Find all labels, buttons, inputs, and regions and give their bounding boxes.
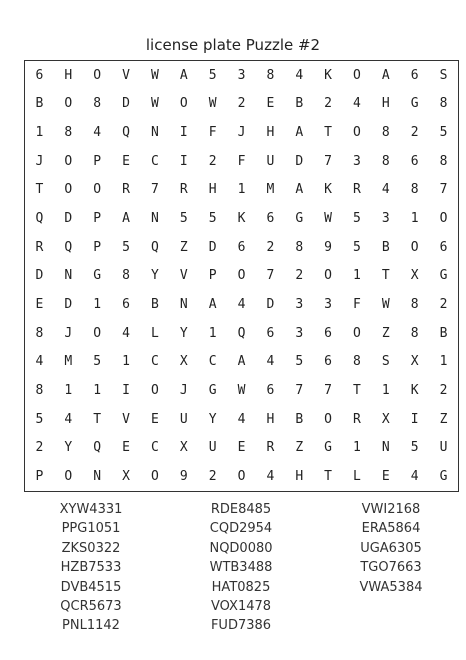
grid-cell: 7	[295, 383, 304, 399]
word-item: VWA5384	[359, 579, 423, 595]
grid-cell: A	[381, 67, 390, 83]
grid-cell: B	[439, 325, 448, 341]
grid-cell: 4	[64, 411, 73, 427]
grid-cell: U	[266, 153, 275, 169]
grid-cell: R	[35, 239, 44, 255]
grid-cell: B	[295, 411, 304, 427]
grid-cell: O	[237, 268, 246, 284]
word-list-column-2	[166, 500, 316, 636]
grid-cell: X	[410, 354, 419, 370]
grid-cell: 1	[35, 125, 44, 141]
grid-cell: 5	[353, 211, 361, 227]
word-item: RDE8485	[210, 502, 272, 517]
grid-cell: G	[208, 383, 217, 399]
grid-cell: 1	[93, 383, 102, 399]
letter-grid-frame	[24, 60, 459, 492]
grid-cell: Q	[150, 239, 159, 255]
grid-cell: V	[179, 268, 188, 284]
grid-cell: A	[237, 354, 246, 370]
grid-cell: 7	[324, 383, 332, 399]
grid-cell: 8	[93, 96, 102, 112]
grid-cell: O	[353, 125, 361, 141]
grid-cell: F	[208, 125, 217, 141]
grid-cell: V	[122, 411, 130, 427]
grid-cell: E	[35, 297, 44, 313]
grid-cell: 2	[295, 268, 304, 284]
grid-cell: G	[439, 268, 448, 284]
grid-cell: 4	[266, 469, 275, 485]
grid-cell: 8	[122, 268, 130, 284]
grid-cell: H	[381, 96, 390, 112]
grid-cell: 5	[208, 211, 217, 227]
grid-cell: 8	[295, 239, 304, 255]
grid-cell: O	[93, 182, 102, 198]
grid-cell: 5	[35, 411, 44, 427]
grid-cell: 1	[122, 354, 130, 370]
grid-cell: 6	[410, 153, 419, 169]
grid-cell: G	[324, 440, 332, 456]
grid-cell: P	[208, 268, 217, 284]
grid-cell: 2	[439, 297, 448, 313]
word-list	[0, 500, 466, 645]
grid-cell: L	[353, 469, 361, 485]
grid-cell: 1	[208, 325, 217, 341]
grid-cell: W	[237, 383, 246, 399]
grid-cell: O	[439, 211, 448, 227]
grid-cell: O	[179, 96, 188, 112]
grid-cell: 8	[35, 383, 44, 399]
grid-cell: X	[410, 268, 419, 284]
grid-cell: O	[150, 469, 159, 485]
word-item: ZKS0322	[61, 540, 121, 556]
grid-cell: H	[266, 125, 275, 141]
grid-cell: C	[150, 440, 159, 456]
grid-cell: K	[324, 182, 332, 198]
grid-cell: 1	[93, 297, 102, 313]
grid-cell: R	[266, 440, 275, 456]
grid-cell: D	[64, 297, 73, 313]
grid-cell: L	[150, 325, 159, 341]
grid-cell: Z	[381, 325, 390, 341]
grid-cell: I	[410, 411, 419, 427]
grid-cell: 6	[266, 211, 275, 227]
grid-cell: T	[324, 469, 332, 485]
grid-cell: T	[353, 383, 361, 399]
grid-cell: 8	[35, 325, 44, 341]
grid-cell: 6	[324, 325, 332, 341]
grid-cell: O	[324, 411, 332, 427]
grid-cell: O	[353, 325, 361, 341]
grid-cell: 6	[410, 67, 419, 83]
grid-cell: H	[64, 67, 73, 83]
grid-cell: M	[64, 354, 73, 370]
grid-cell: G	[295, 211, 304, 227]
word-list-column-3	[316, 500, 466, 597]
grid-cell: B	[150, 297, 159, 313]
word-item: PNL1142	[62, 618, 120, 634]
grid-cell: Z	[295, 440, 304, 456]
grid-cell: 4	[295, 67, 304, 83]
grid-cell: E	[381, 469, 390, 485]
grid-cell: I	[179, 153, 188, 169]
grid-cell: 2	[439, 383, 448, 399]
grid-cell: W	[150, 96, 159, 112]
grid-cell: 7	[150, 182, 159, 198]
grid-cell: 4	[93, 125, 102, 141]
word-item: QCR5673	[60, 599, 122, 615]
grid-cell: P	[35, 469, 44, 485]
grid-cell: Z	[179, 239, 188, 255]
grid-cell: 8	[439, 153, 448, 169]
grid-cell: O	[324, 268, 332, 284]
grid-cell: U	[179, 411, 188, 427]
grid-cell: D	[64, 211, 73, 227]
grid-cell: K	[237, 211, 246, 227]
grid-cell: H	[208, 182, 217, 198]
grid-cell: 3	[295, 325, 304, 341]
word-item: XYW4331	[59, 502, 123, 517]
grid-cell: Q	[93, 440, 102, 456]
grid-cell: 5	[179, 211, 188, 227]
grid-cell: 2	[208, 469, 217, 485]
grid-cell: 7	[439, 182, 448, 198]
grid-cell: 8	[266, 67, 275, 83]
grid-cell: N	[179, 297, 188, 313]
puzzle-title: license plate Puzzle #2	[145, 36, 321, 54]
grid-cell: 5	[208, 67, 217, 83]
grid-cell: O	[64, 182, 73, 198]
grid-cell: N	[150, 211, 159, 227]
grid-cell: 1	[410, 211, 419, 227]
grid-cell: 8	[410, 325, 419, 341]
grid-cell: 1	[381, 383, 390, 399]
grid-cell: 8	[381, 125, 390, 141]
grid-cell: U	[439, 440, 448, 456]
grid-cell: O	[410, 239, 419, 255]
grid-cell: T	[324, 125, 332, 141]
grid-cell: E	[122, 440, 130, 456]
grid-cell: 6	[266, 383, 275, 399]
grid-cell: Q	[122, 125, 130, 141]
letter-grid	[25, 61, 458, 491]
grid-cell: A	[295, 182, 304, 198]
grid-cell: D	[266, 297, 275, 313]
grid-cell: F	[353, 297, 361, 313]
grid-cell: E	[122, 153, 130, 169]
grid-cell: O	[64, 153, 73, 169]
grid-cell: J	[64, 325, 73, 341]
grid-cell: D	[208, 239, 217, 255]
grid-cell: 3	[295, 297, 304, 313]
grid-cell: Y	[64, 440, 73, 456]
word-item: NQD0080	[209, 540, 273, 556]
grid-cell: D	[35, 268, 44, 284]
grid-cell: 6	[266, 325, 275, 341]
grid-cell: S	[381, 354, 390, 370]
grid-cell: 2	[324, 96, 332, 112]
word-item: WTB3488	[209, 560, 273, 576]
grid-cell: 5	[295, 354, 304, 370]
grid-cell: O	[93, 67, 102, 83]
grid-cell: O	[237, 469, 246, 485]
grid-cell: A	[295, 125, 304, 141]
word-item: HAT0825	[211, 579, 271, 595]
grid-cell: 3	[237, 67, 246, 83]
grid-cell: 2	[208, 153, 217, 169]
grid-cell: Y	[208, 411, 217, 427]
grid-cell: 2	[266, 239, 275, 255]
grid-cell: C	[208, 354, 217, 370]
grid-cell: 6	[122, 297, 130, 313]
grid-cell: Q	[64, 239, 73, 255]
grid-cell: K	[324, 67, 332, 83]
grid-cell: D	[122, 96, 130, 112]
grid-cell: A	[179, 67, 188, 83]
grid-cell: C	[150, 153, 159, 169]
grid-cell: O	[150, 383, 159, 399]
grid-cell: 2	[237, 96, 246, 112]
grid-cell: A	[122, 211, 130, 227]
grid-cell: 7	[266, 268, 275, 284]
word-item: TGO7663	[360, 560, 422, 576]
grid-cell: 4	[122, 325, 130, 341]
word-item: PPG1051	[61, 521, 121, 537]
grid-cell: R	[353, 182, 361, 198]
grid-cell: W	[324, 211, 332, 227]
grid-cell: O	[64, 96, 73, 112]
grid-cell: 4	[237, 297, 246, 313]
grid-cell: 5	[439, 125, 448, 141]
word-item: VWI2168	[361, 502, 421, 517]
grid-cell: H	[266, 411, 275, 427]
grid-cell: T	[381, 268, 390, 284]
grid-cell: U	[208, 440, 217, 456]
grid-cell: N	[150, 125, 159, 141]
grid-cell: R	[122, 182, 130, 198]
grid-cell: 4	[381, 182, 390, 198]
grid-cell: 8	[410, 297, 419, 313]
grid-cell: 4	[35, 354, 44, 370]
grid-cell: 5	[353, 239, 361, 255]
word-list-column-1	[16, 500, 166, 636]
grid-cell: Q	[237, 325, 246, 341]
grid-cell: O	[64, 469, 73, 485]
grid-cell: 1	[64, 383, 73, 399]
grid-cell: 9	[324, 239, 332, 255]
grid-cell: 8	[64, 125, 73, 141]
grid-cell: 4	[266, 354, 275, 370]
grid-cell: P	[93, 239, 102, 255]
grid-cell: E	[266, 96, 275, 112]
grid-cell: A	[208, 297, 217, 313]
grid-cell: P	[93, 211, 102, 227]
grid-cell: O	[93, 325, 102, 341]
grid-cell: F	[237, 153, 246, 169]
grid-cell: 8	[439, 96, 448, 112]
word-item: HZB7533	[60, 560, 122, 576]
grid-cell: 3	[324, 297, 332, 313]
grid-cell: 4	[410, 469, 419, 485]
grid-cell: 8	[410, 182, 419, 198]
grid-cell: 9	[179, 469, 188, 485]
grid-cell: J	[179, 383, 188, 399]
grid-cell: C	[150, 354, 159, 370]
grid-cell: J	[237, 125, 246, 141]
grid-cell: 5	[410, 440, 419, 456]
grid-cell: R	[353, 411, 361, 427]
grid-cell: E	[150, 411, 159, 427]
grid-cell: 5	[93, 354, 102, 370]
grid-cell: N	[381, 440, 390, 456]
grid-cell: X	[179, 354, 188, 370]
word-item: UGA6305	[360, 540, 422, 556]
grid-cell: W	[208, 96, 217, 112]
grid-cell: M	[266, 182, 275, 198]
word-item: ERA5864	[361, 521, 421, 537]
grid-cell: Y	[179, 325, 188, 341]
grid-cell: 2	[35, 440, 44, 456]
grid-cell: Q	[35, 211, 44, 227]
grid-cell: D	[295, 153, 304, 169]
grid-cell: 1	[439, 354, 448, 370]
grid-cell: E	[237, 440, 246, 456]
word-item: DVB4515	[60, 579, 122, 595]
grid-cell: I	[179, 125, 188, 141]
grid-cell: B	[35, 96, 44, 112]
grid-cell: G	[93, 268, 102, 284]
grid-cell: G	[439, 469, 448, 485]
grid-cell: N	[93, 469, 102, 485]
grid-cell: 6	[324, 354, 332, 370]
grid-cell: R	[179, 182, 188, 198]
grid-cell: 1	[237, 182, 246, 198]
grid-cell: V	[122, 67, 130, 83]
grid-cell: N	[64, 268, 73, 284]
grid-cell: 1	[353, 268, 361, 284]
grid-cell: H	[295, 469, 304, 485]
grid-cell: O	[353, 67, 361, 83]
grid-cell: P	[93, 153, 102, 169]
grid-cell: 5	[122, 239, 130, 255]
grid-cell: 8	[381, 153, 390, 169]
word-item: VOX1478	[210, 599, 272, 615]
grid-cell: Y	[150, 268, 159, 284]
grid-cell: 3	[381, 211, 390, 227]
grid-cell: 1	[353, 440, 361, 456]
grid-cell: K	[410, 383, 419, 399]
grid-cell: 2	[410, 125, 419, 141]
grid-cell: J	[35, 153, 44, 169]
grid-cell: 4	[237, 411, 246, 427]
grid-cell: I	[122, 383, 130, 399]
grid-cell: 6	[439, 239, 448, 255]
grid-cell: 7	[324, 153, 332, 169]
grid-cell: G	[410, 96, 419, 112]
grid-cell: T	[35, 182, 44, 198]
grid-cell: 8	[353, 354, 361, 370]
grid-cell: B	[295, 96, 304, 112]
grid-cell: X	[381, 411, 390, 427]
word-item: FUD7386	[210, 618, 272, 634]
grid-cell: 6	[35, 67, 44, 83]
grid-cell: X	[179, 440, 188, 456]
grid-cell: T	[93, 411, 102, 427]
grid-cell: S	[439, 67, 448, 83]
grid-cell: 6	[237, 239, 246, 255]
grid-cell: B	[381, 239, 390, 255]
word-item: CQD2954	[209, 521, 273, 537]
grid-cell: W	[381, 297, 390, 313]
grid-cell: 4	[353, 96, 361, 112]
grid-cell: Z	[439, 411, 448, 427]
grid-cell: 3	[353, 153, 361, 169]
grid-cell: W	[150, 67, 159, 83]
grid-cell: X	[122, 469, 130, 485]
